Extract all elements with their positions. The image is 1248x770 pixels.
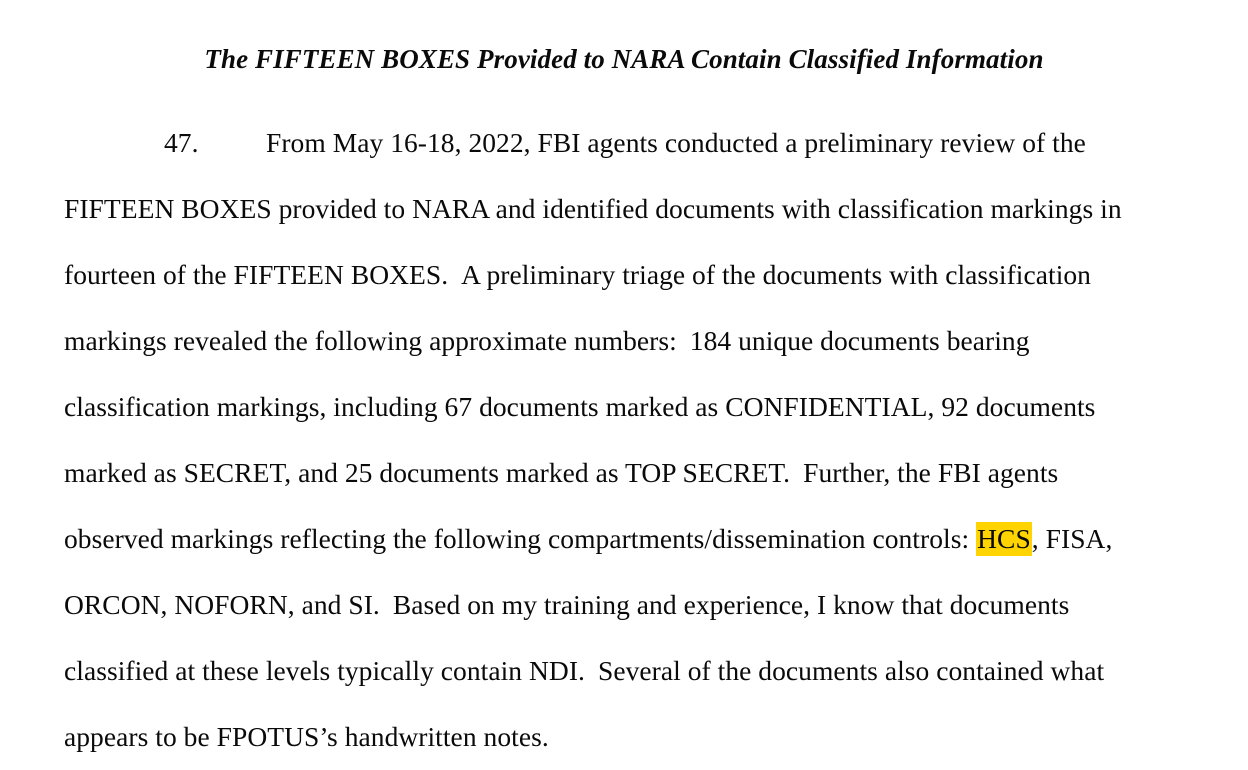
document-text-line [64,110,1164,176]
paragraph-number: 47. [164,127,199,158]
document-text-line [64,506,1164,572]
section-heading: The FIFTEEN BOXES Provided to NARA Contain Classified Information [204,44,1044,74]
document-text-line [64,242,1164,308]
line-text: Several of the documents also contained what [597,655,1105,686]
highlighted-term-hcs: HCS [977,523,1031,554]
line-text: Based on my training and experience, I know that documents [392,589,1070,620]
line-text: observed markings reflecting the following compartments/dissemination controls: [64,523,970,554]
line-text: classification markings, including 67 documents marked as CONFIDENTIAL, 92 documents [64,391,1096,422]
paragraph-47 [64,110,1164,770]
line-text: markings revealed the following approximate numbers: [64,325,677,356]
document-text-line [64,374,1164,440]
document-text-line [64,704,1164,770]
line-text: From May 16-18, 2022, FBI agents conducted a preliminary review of the [266,127,1086,158]
line-text: classified at these levels typically contain NDI. [64,655,585,686]
document-text-line [64,176,1164,242]
document-text-line [64,638,1164,704]
line-text: marked as SECRET, and 25 documents marked as TOP SECRET. [64,457,791,488]
line-text: Further, the FBI agents [803,457,1059,488]
line-text: FIFTEEN BOXES provided to NARA and identified documents with classification markings in [64,193,1122,224]
line-text: appears to be FPOTUS’s handwritten notes. [64,721,549,752]
line-text: ORCON, NOFORN, and SI. [64,589,380,620]
document-text-line [64,308,1164,374]
line-text: fourteen of the FIFTEEN BOXES. [64,259,449,290]
line-text: 184 unique documents bearing [689,325,1030,356]
line-text: , FISA, [1031,523,1113,554]
document-text-line [64,572,1164,638]
line-text: A preliminary triage of the documents with classification [461,259,1091,290]
document-text-line [64,440,1164,506]
